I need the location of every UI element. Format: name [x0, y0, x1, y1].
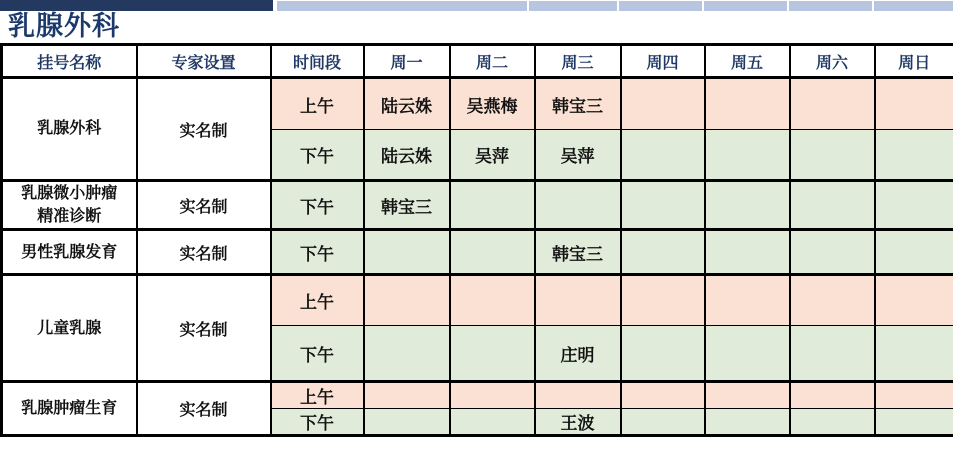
- top-bar-light-segment: [277, 1, 953, 11]
- schedule-day-cell-4: [705, 409, 790, 436]
- schedule-table: [0, 43, 953, 437]
- schedule-day-cell-4: [705, 78, 790, 130]
- expert-setting-cell: 实名制: [137, 181, 271, 230]
- top-bar-separator: [617, 1, 619, 11]
- schedule-day-cell-3: [621, 78, 705, 130]
- schedule-day-cell-6: [875, 78, 953, 130]
- schedule-day-cell-1: [450, 326, 535, 382]
- schedule-row: [2, 382, 953, 409]
- schedule-day-cell-1: [450, 230, 535, 275]
- schedule-day-cell-3: [621, 230, 705, 275]
- column-header-9: 周日: [875, 45, 953, 78]
- schedule-day-cell-2: 庄明: [535, 326, 621, 382]
- schedule-day-cell-1: [450, 181, 535, 230]
- time-period-cell: 下午: [271, 409, 364, 436]
- schedule-day-cell-0: [364, 382, 450, 409]
- expert-setting-cell: 实名制: [137, 382, 271, 436]
- top-bar: [0, 0, 953, 11]
- schedule-day-cell-5: [790, 78, 875, 130]
- column-header-8: 周六: [790, 45, 875, 78]
- schedule-day-cell-5: [790, 275, 875, 326]
- schedule-day-cell-2: 吴萍: [535, 130, 621, 181]
- schedule-day-cell-3: [621, 130, 705, 181]
- time-period-cell: 下午: [271, 326, 364, 382]
- time-period-cell: 下午: [271, 230, 364, 275]
- schedule-day-cell-0: [364, 409, 450, 436]
- column-header-3: 周一: [364, 45, 450, 78]
- header-row: [2, 45, 953, 78]
- schedule-day-cell-1: 吴燕梅: [450, 78, 535, 130]
- schedule-day-cell-6: [875, 230, 953, 275]
- schedule-day-cell-6: [875, 326, 953, 382]
- schedule-day-cell-1: [450, 275, 535, 326]
- schedule-day-cell-6: [875, 409, 953, 436]
- schedule-day-cell-0: 韩宝三: [364, 181, 450, 230]
- schedule-day-cell-6: [875, 130, 953, 181]
- schedule-day-cell-4: [705, 130, 790, 181]
- schedule-day-cell-0: [364, 275, 450, 326]
- schedule-day-cell-5: [790, 382, 875, 409]
- top-bar-separator: [527, 1, 529, 11]
- schedule-day-cell-4: [705, 326, 790, 382]
- schedule-day-cell-6: [875, 275, 953, 326]
- time-period-cell: 上午: [271, 382, 364, 409]
- top-bar-separator: [872, 1, 874, 11]
- column-header-6: 周四: [621, 45, 705, 78]
- schedule-day-cell-4: [705, 181, 790, 230]
- schedule-day-cell-5: [790, 181, 875, 230]
- column-header-7: 周五: [705, 45, 790, 78]
- schedule-day-cell-1: [450, 409, 535, 436]
- schedule-day-cell-5: [790, 130, 875, 181]
- service-name-cell: 男性乳腺发育: [2, 230, 137, 275]
- schedule-row: [2, 275, 953, 326]
- page-title: 乳腺外科: [8, 11, 120, 41]
- schedule-row: [2, 181, 953, 230]
- schedule-day-cell-6: [875, 181, 953, 230]
- schedule-day-cell-3: [621, 275, 705, 326]
- schedule-day-cell-0: [364, 230, 450, 275]
- column-header-4: 周二: [450, 45, 535, 78]
- schedule-day-cell-2: 王波: [535, 409, 621, 436]
- expert-setting-cell: 实名制: [137, 275, 271, 382]
- schedule-day-cell-0: 陆云姝: [364, 130, 450, 181]
- service-name-cell: 乳腺微小肿瘤 精准诊断: [2, 181, 137, 230]
- column-header-0: 挂号名称: [2, 45, 137, 78]
- service-name-cell: 乳腺外科: [2, 78, 137, 181]
- schedule-day-cell-5: [790, 326, 875, 382]
- schedule-day-cell-2: 韩宝三: [535, 230, 621, 275]
- schedule-day-cell-2: 韩宝三: [535, 78, 621, 130]
- service-name-cell: 乳腺肿瘤生育: [2, 382, 137, 436]
- schedule-day-cell-2: [535, 382, 621, 409]
- schedule-day-cell-0: 陆云姝: [364, 78, 450, 130]
- column-header-5: 周三: [535, 45, 621, 78]
- schedule-row: [2, 230, 953, 275]
- schedule-day-cell-6: [875, 382, 953, 409]
- schedule-day-cell-5: [790, 409, 875, 436]
- schedule-day-cell-3: [621, 382, 705, 409]
- schedule-day-cell-1: 吴萍: [450, 130, 535, 181]
- schedule-day-cell-3: [621, 409, 705, 436]
- schedule-day-cell-3: [621, 326, 705, 382]
- column-header-2: 时间段: [271, 45, 364, 78]
- expert-setting-cell: 实名制: [137, 230, 271, 275]
- column-header-1: 专家设置: [137, 45, 271, 78]
- schedule-day-cell-4: [705, 382, 790, 409]
- time-period-cell: 上午: [271, 275, 364, 326]
- top-bar-separator: [702, 1, 704, 11]
- schedule-day-cell-5: [790, 230, 875, 275]
- time-period-cell: 上午: [271, 78, 364, 130]
- schedule-day-cell-3: [621, 181, 705, 230]
- service-name-cell: 儿童乳腺: [2, 275, 137, 382]
- time-period-cell: 下午: [271, 130, 364, 181]
- schedule-day-cell-4: [705, 230, 790, 275]
- top-bar-separator: [787, 1, 789, 11]
- time-period-cell: 下午: [271, 181, 364, 230]
- schedule-day-cell-0: [364, 326, 450, 382]
- schedule-row: [2, 78, 953, 130]
- expert-setting-cell: 实名制: [137, 78, 271, 181]
- schedule-day-cell-4: [705, 275, 790, 326]
- schedule-day-cell-2: [535, 181, 621, 230]
- schedule-day-cell-1: [450, 382, 535, 409]
- schedule-day-cell-2: [535, 275, 621, 326]
